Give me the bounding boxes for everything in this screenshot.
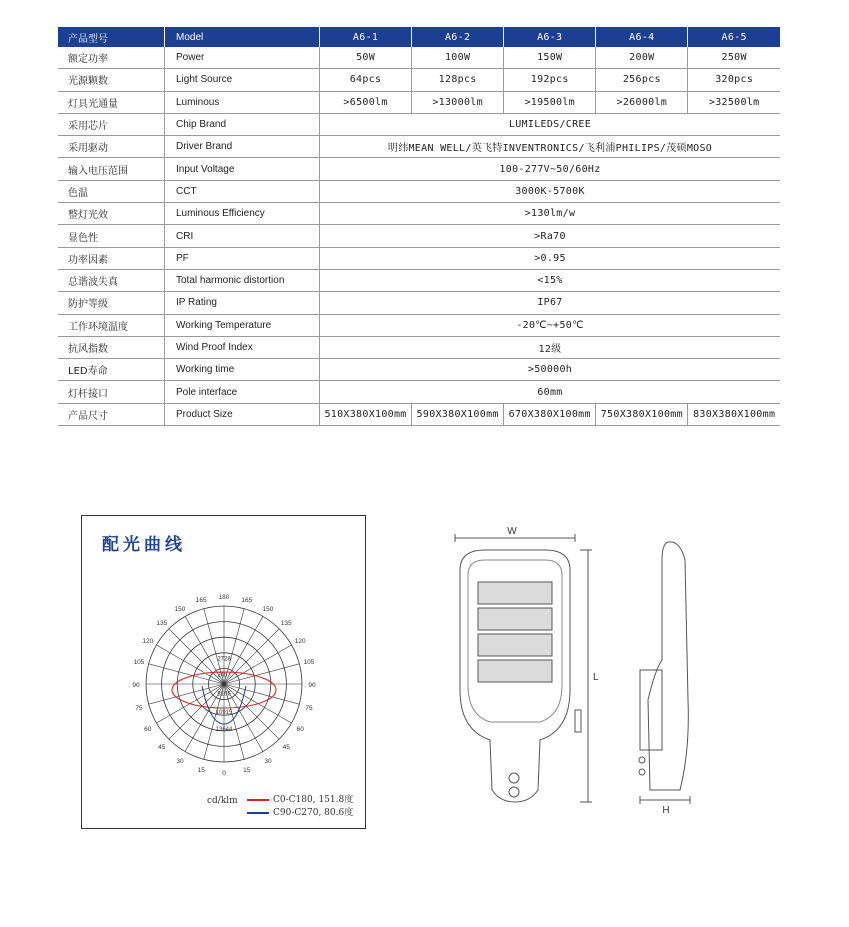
- spec-label-cn: 功率因素: [58, 247, 165, 269]
- spec-label-en: Product Size: [165, 403, 320, 425]
- pole-bolt-2: [509, 787, 519, 797]
- radial-label: 2457: [217, 672, 231, 679]
- spec-row: [58, 336, 780, 358]
- polar-spoke: [149, 684, 224, 704]
- angle-label: 15: [197, 767, 205, 775]
- angle-label: 30: [176, 758, 184, 766]
- spec-label-cn: 整灯光效: [58, 203, 165, 225]
- spec-row: [58, 136, 780, 158]
- side-housing: [648, 542, 688, 790]
- header-model-5: A6-5: [688, 27, 780, 47]
- angle-label: 0: [222, 770, 226, 777]
- side-bracket: [640, 670, 662, 750]
- spec-row: [58, 314, 780, 336]
- spec-value: 150W: [504, 47, 596, 69]
- legend-c90-label: C90-C270, 80.6度: [273, 808, 354, 818]
- spec-label-cn: 防护等级: [58, 292, 165, 314]
- spec-label-en: Luminous: [165, 91, 320, 113]
- header-model-3: A6-3: [504, 27, 596, 47]
- led-module-4: [478, 660, 552, 682]
- spec-value: 670X380X100mm: [504, 403, 596, 425]
- spec-label-en: Input Voltage: [165, 158, 320, 180]
- spec-label-cn: 显色性: [58, 225, 165, 247]
- spec-value-span: 12级: [320, 336, 781, 358]
- spec-value: 510X380X100mm: [320, 403, 412, 425]
- legend-c0-label: C0-C180, 151.8度: [273, 795, 354, 805]
- angle-label: 60: [144, 726, 152, 733]
- spec-value: 50W: [320, 47, 412, 69]
- spec-label-en: CRI: [165, 225, 320, 247]
- spec-value: 320pcs: [688, 69, 780, 91]
- polar-spoke: [156, 645, 224, 684]
- spec-row: [58, 225, 780, 247]
- legend-c0-swatch: [247, 799, 269, 801]
- polar-spoke: [149, 664, 224, 684]
- spec-value: 250W: [688, 47, 780, 69]
- spec-value-span: >0.95: [320, 247, 781, 269]
- spec-label-en: PF: [165, 247, 320, 269]
- spec-row: [58, 269, 780, 291]
- spec-label-en: Light Source: [165, 69, 320, 91]
- polar-spoke: [224, 664, 299, 684]
- spec-label-en: Luminous Efficiency: [165, 203, 320, 225]
- angle-label: 120: [294, 638, 306, 645]
- header-model-en: Model: [165, 27, 320, 47]
- side-latch: [575, 710, 581, 732]
- spec-value: >6500lm: [320, 91, 412, 113]
- angle-label: 150: [262, 605, 274, 613]
- spec-value-span: 明纬MEAN WELL/英飞特INVENTRONICS/飞利浦PHILIPS/茂硕MOSO: [320, 136, 781, 158]
- led-module-3: [478, 634, 552, 656]
- dimension-drawing: [430, 520, 730, 820]
- spec-label-cn: LED寿命: [58, 359, 165, 381]
- angle-label: 15: [243, 767, 251, 775]
- spec-row: [58, 180, 780, 202]
- spec-value-span: >Ra70: [320, 225, 781, 247]
- spec-row: [58, 158, 780, 180]
- angle-label: 45: [158, 744, 166, 752]
- spec-value: >26000lm: [596, 91, 688, 113]
- spec-value: 64pcs: [320, 69, 412, 91]
- radial-label: 2728: [217, 656, 231, 663]
- radial-label: 8166: [217, 691, 231, 698]
- spec-row: [58, 203, 780, 225]
- spec-value-span: 100-277V~50/60Hz: [320, 158, 781, 180]
- spec-value-span: <15%: [320, 269, 781, 291]
- angle-label: 105: [133, 659, 145, 667]
- angle-label: 165: [241, 596, 253, 604]
- spec-value: >13000lm: [412, 91, 504, 113]
- spec-value-span: IP67: [320, 292, 781, 314]
- spec-value: 256pcs: [596, 69, 688, 91]
- spec-value: 100W: [412, 47, 504, 69]
- front-view: [455, 534, 592, 802]
- header-model-cn: 产品型号: [58, 27, 165, 47]
- angle-label: 135: [156, 619, 168, 627]
- spec-row: [58, 69, 780, 91]
- spec-label-en: Chip Brand: [165, 113, 320, 135]
- radial-label: 10915: [215, 710, 233, 717]
- photometric-title: 配光曲线: [102, 535, 186, 555]
- angle-label: 150: [174, 605, 186, 613]
- legend-c90-swatch: [247, 812, 269, 814]
- spec-row: [58, 47, 780, 69]
- spec-value: 830X380X100mm: [688, 403, 780, 425]
- led-module-2: [478, 608, 552, 630]
- polar-diagram: [82, 516, 367, 830]
- spec-label-en: Total harmonic distortion: [165, 269, 320, 291]
- legend-c0: [247, 792, 353, 805]
- angle-label: 105: [303, 659, 315, 667]
- spec-value: 192pcs: [504, 69, 596, 91]
- angle-label: 165: [195, 596, 207, 604]
- spec-label-cn: 采用驱动: [58, 136, 165, 158]
- length-label: L: [593, 672, 599, 683]
- spec-header-row: [58, 27, 780, 47]
- angle-label: 75: [135, 704, 143, 712]
- angle-label: 90: [308, 682, 316, 689]
- spec-value: 590X380X100mm: [412, 403, 504, 425]
- spec-value-span: >130lm/w: [320, 203, 781, 225]
- angle-label: 180: [218, 594, 230, 601]
- spec-value: 750X380X100mm: [596, 403, 688, 425]
- spec-value: >32500lm: [688, 91, 780, 113]
- spec-value: 128pcs: [412, 69, 504, 91]
- side-view: [639, 542, 690, 804]
- spec-value-span: -20℃~+50℃: [320, 314, 781, 336]
- polar-spoke: [224, 645, 292, 684]
- spec-row: [58, 113, 780, 135]
- spec-label-en: Driver Brand: [165, 136, 320, 158]
- legend-c90: [247, 805, 353, 818]
- angle-label: 30: [264, 758, 272, 766]
- header-model-1: A6-1: [320, 27, 412, 47]
- spec-row: [58, 381, 780, 403]
- spec-value-span: 60mm: [320, 381, 781, 403]
- spec-table: [58, 27, 780, 426]
- angle-label: 120: [142, 638, 154, 645]
- spec-row: [58, 359, 780, 381]
- spec-label-en: Power: [165, 47, 320, 69]
- spec-label-cn: 产品尺寸: [58, 403, 165, 425]
- angle-label: 60: [296, 726, 304, 733]
- spec-value: >19500lm: [504, 91, 596, 113]
- spec-label-cn: 总谐波失真: [58, 269, 165, 291]
- spec-label-cn: 灯具光通量: [58, 91, 165, 113]
- angle-label: 135: [280, 619, 292, 627]
- led-module-1: [478, 582, 552, 604]
- polar-spoke: [224, 629, 279, 684]
- spec-label-en: IP Rating: [165, 292, 320, 314]
- height-label: H: [662, 805, 670, 816]
- spec-label-en: Wind Proof Index: [165, 336, 320, 358]
- polar-spoke: [224, 684, 299, 704]
- spec-value-span: LUMILEDS/CREE: [320, 113, 781, 135]
- spec-value-span: >50000h: [320, 359, 781, 381]
- angle-label: 45: [282, 744, 290, 752]
- spec-label-cn: 工作环境温度: [58, 314, 165, 336]
- spec-value-span: 3000K-5700K: [320, 180, 781, 202]
- spec-label-cn: 输入电压范围: [58, 158, 165, 180]
- side-screw-1: [639, 757, 645, 763]
- polar-spoke: [169, 629, 224, 684]
- radial-label: 13644: [215, 727, 233, 734]
- spec-value: 200W: [596, 47, 688, 69]
- width-label: W: [507, 526, 517, 537]
- spec-label-cn: 采用芯片: [58, 113, 165, 135]
- spec-label-en: Working time: [165, 359, 320, 381]
- spec-label-cn: 色温: [58, 180, 165, 202]
- angle-label: 90: [132, 682, 140, 689]
- header-model-4: A6-4: [596, 27, 688, 47]
- spec-row: [58, 247, 780, 269]
- spec-label-cn: 灯杆接口: [58, 381, 165, 403]
- side-screw-2: [639, 769, 645, 775]
- photometric-panel: [81, 515, 366, 829]
- spec-row: [58, 292, 780, 314]
- spec-label-en: CCT: [165, 180, 320, 202]
- spec-label-cn: 光源颗数: [58, 69, 165, 91]
- spec-label-cn: 抗风指数: [58, 336, 165, 358]
- pole-bolt-1: [509, 773, 519, 783]
- spec-row: [58, 403, 780, 425]
- spec-label-en: Working Temperature: [165, 314, 320, 336]
- spec-row: [58, 91, 780, 113]
- legend-unit: cd/klm: [207, 796, 238, 806]
- spec-label-en: Pole interface: [165, 381, 320, 403]
- spec-label-cn: 额定功率: [58, 47, 165, 69]
- header-model-2: A6-2: [412, 27, 504, 47]
- spec-body: [58, 47, 780, 426]
- angle-label: 75: [305, 704, 313, 712]
